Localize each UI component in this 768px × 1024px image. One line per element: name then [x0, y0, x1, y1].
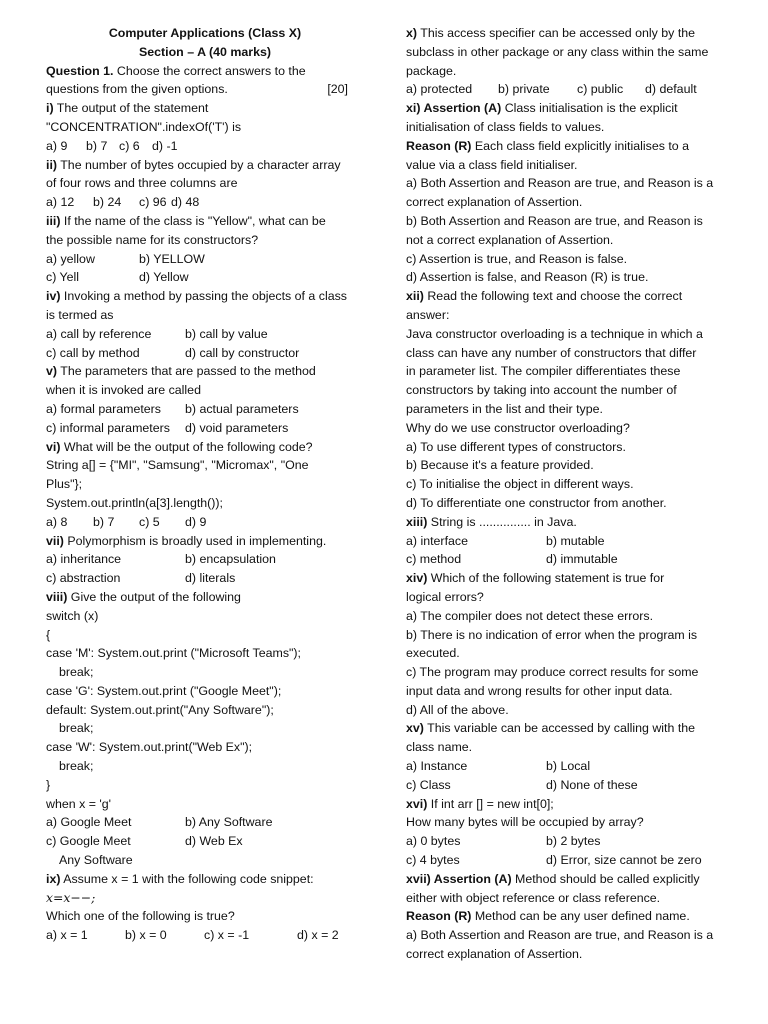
question-xiv: xiv) Which of the following statement is true for — [406, 571, 665, 586]
options-iii-row-1: a) yellow b) YELLOW — [46, 251, 205, 266]
options-vi: a) 8 b) 7 c) 5 d) 9 — [46, 514, 207, 529]
code-line: break; — [59, 721, 94, 736]
options-v-row-2: c) informal parameters d) void parameters — [46, 420, 289, 435]
options-ii: a) 12 b) 24 c) 96 d) 48 — [46, 195, 200, 210]
math-expression: x=x−−; — [46, 889, 96, 905]
question-ix: ix) Assume x = 1 with the following code snippet: — [46, 871, 314, 886]
options-xv-row-2: c) Class d) None of these — [406, 777, 638, 792]
question-viii: viii) Give the output of the following — [46, 589, 241, 604]
options-iii-row-2: c) Yell d) Yellow — [46, 270, 189, 285]
passage-line: parameters in the list and their type. — [406, 401, 603, 416]
options-ix: a) x = 1 b) x = 0 c) x = -1 d) x = 2 — [46, 928, 339, 943]
question-xii: xii) Read the following text and choose the correct — [406, 289, 683, 304]
question-xi: xi) Assertion (A) Class initialisation is the explicit — [406, 101, 678, 116]
passage-line: class can have any number of constructors that differ — [406, 345, 697, 360]
code-line: { — [46, 627, 51, 642]
options-vii-row-2: c) abstraction d) literals — [46, 571, 236, 586]
code-line: Plus"}; — [46, 477, 83, 492]
passage-line: in parameter list. The compiler differentiates these — [406, 364, 681, 379]
passage-line: Java constructor overloading is a technique in which a — [406, 326, 703, 341]
question-iii: iii) If the name of the class is "Yellow", what can be — [46, 213, 326, 228]
options-vii-row-1: a) inheritance b) encapsulation — [46, 552, 276, 567]
left-column: Computer Applications (Class X) Section – A (40 marks) Question 1. Choose the correct answers to the questions from the given options. [20] i) The output of the statement "CONCENTRATION".indexOf('T') is a) 9 b) 7 c) 6 d) -1 ii) The number of bytes occupied by a character array of four rows and three columns are a) 12 b) 24 c) 96 d) 48 iii) If the name of the class is "Yellow", what can be the possible name for its constructors? a) yellow b) YELLOW c) Yell d) Yellow iv) Invoking a method by passing the objects of a class is termed as a) call by reference b) call by value c) call by method d) call by constructor v) The parameters that are passed to the method when it is invoked are called a) formal parameters b) actual parameters c) informal parameters d) void parameters vi) What will be the output of the following code? String a[] = {"MI", "Samsung", "Micromax", "One Plus"}; System.out.println(a[3].length()); a) 8 b) 7 c) 5 d) 9 vii) Polymorphism is broadly used in implementing. a) inheritance b) encapsulation c) abstraction d) literals viii) Give the output of the following switch (x) { case 'M': System.out.print ("Microsoft Teams"); break; case 'G': System.out.print ("Google Meet"); default: System.out.print("Any Software"); break; case 'W': System.out.print("Web Ex"); break; } when x = 'g' a) Google Meet b) Any Software c) Google Meet d) Web Ex Any Software ix) Assume x = 1 with the following code snippet: x=x−−; Which one of the following is true? a) x = 1 b) x = 0 c) x = -1 d) x = 2 — [46, 24, 364, 945]
options-v-row-1: a) formal parameters b) actual parameters — [46, 401, 299, 416]
code-line: case 'G': System.out.print ("Google Meet"); — [46, 683, 282, 698]
question-vii: vii) Polymorphism is broadly used in implementing. — [46, 533, 327, 548]
marks-label: [20] — [327, 82, 348, 97]
question-v: v) The parameters that are passed to the method — [46, 364, 316, 379]
question-1-intro-line-2: questions from the given options. [20] — [46, 80, 364, 99]
code-line: case 'W': System.out.print("Web Ex"); — [46, 740, 253, 755]
options-viii-row-1: a) Google Meet b) Any Software — [46, 815, 273, 830]
code-line: switch (x) — [46, 608, 99, 623]
question-1-intro: Question 1. Choose the correct answers to the — [46, 63, 306, 78]
options-viii-row-3: Any Software — [59, 853, 133, 868]
question-iv: iv) Invoking a method by passing the objects of a class — [46, 289, 347, 304]
paper-title: Computer Applications (Class X) — [108, 26, 302, 40]
question-xvii: xvii) Assertion (A) Method should be called explicitly — [406, 871, 700, 886]
question-xv: xv) This variable can be accessed by calling with the — [406, 721, 696, 736]
reason-xvii: Reason (R) Method can be any user defined name. — [406, 909, 690, 924]
passage-line: constructors by taking into account the number of — [406, 383, 677, 398]
right-column: x) This access specifier can be accessed only by the subclass in other package or any class within the same package. a) protected b) private c) public d) default xi) Assertion (A) Class initialisation is the explicit initialisation of class fields to values. Reason (R) Each class field explicitly initialises to a value via a class field initialiser. a) Both Assertion and Reason are true, and Reason is a correct explanation of Assertion. b) Both Assertion and Reason are true, and Reason is not a correct explanation of Assertion. c) Assertion is true, and Reason is false. d) Assertion is false, and Reason (R) is true. xii) Read the following text and choose the correct answer: Java constructor overloading is a technique in which a class can have any number of constructors that differ in parameter list. The compiler differentiates these constructors by taking into account the number of parameters in the list and their type. Why do we use constructor overloading? a) To use different types of constructors. b) Because it's a feature provided. c) To initialise the object in different ways. d) To differentiate one constructor from another. xiii) String is ............... in Java. a) interface b) mutable c) method d) immutable xiv) Which of the following statement is true for logical errors? a) The compiler does not detect these errors. b) There is no indication of error when the program is executed. c) The program may produce correct results for some input data and wrong results for other input data. d) All of the above. xv) This variable can be accessed by calling with the class name. a) Instance b) Local c) Class d) None of these xvi) If int arr [] = new int[0]; How many bytes will be occupied by array? a) 0 bytes b) 2 bytes c) 4 bytes d) Error, size cannot be zero xvii) Assertion (A) Method should be called explicitly either with object reference or class reference. Reason (R) Method can be any user defined name. a) Both Assertion and Reason are true, and Reason is a correct explanation of Assertion. — [406, 24, 730, 964]
code-line: case 'M': System.out.print ("Microsoft Teams"); — [46, 646, 301, 661]
code-line: } — [46, 777, 51, 792]
question-x: x) This access specifier can be accessed only by the — [406, 26, 696, 40]
options-xiii-row-2: c) method d) immutable — [406, 552, 618, 567]
options-viii-row-2: c) Google Meet d) Web Ex — [46, 834, 243, 849]
section-heading: Section – A (40 marks) — [139, 44, 271, 59]
code-line: break; — [59, 665, 94, 680]
code-line: System.out.println(a[3].length()); — [46, 495, 223, 510]
options-xv-row-1: a) Instance b) Local — [406, 759, 591, 774]
code-line: break; — [59, 759, 94, 774]
options-xiii-row-1: a) interface b) mutable — [406, 533, 605, 548]
options-xvi-row-1: a) 0 bytes b) 2 bytes — [406, 834, 601, 849]
question-ii: ii) The number of bytes occupied by a character array — [46, 157, 341, 172]
code-line: default: System.out.print("Any Software"); — [46, 702, 274, 717]
question-xvi: xvi) If int arr [] = new int[0]; — [406, 796, 554, 811]
code-line: String a[] = {"MI", "Samsung", "Micromax", "One — [46, 458, 309, 473]
options-xvi-row-2: c) 4 bytes d) Error, size cannot be zero — [406, 853, 702, 868]
options-iv-row-1: a) call by reference b) call by value — [46, 326, 268, 341]
question-xiii: xiii) String is ............... in Java. — [406, 514, 577, 529]
question-i: i) The output of the statement — [46, 101, 209, 116]
reason-xi: Reason (R) Each class field explicitly initialises to a — [406, 138, 690, 153]
options-i: a) 9 b) 7 c) 6 d) -1 — [46, 138, 178, 153]
options-x: a) protected b) private c) public d) default — [406, 82, 697, 97]
code-line: when x = 'g' — [46, 796, 112, 811]
options-iv-row-2: c) call by method d) call by constructor — [46, 345, 300, 360]
question-vi: vi) What will be the output of the following code? — [46, 439, 313, 454]
